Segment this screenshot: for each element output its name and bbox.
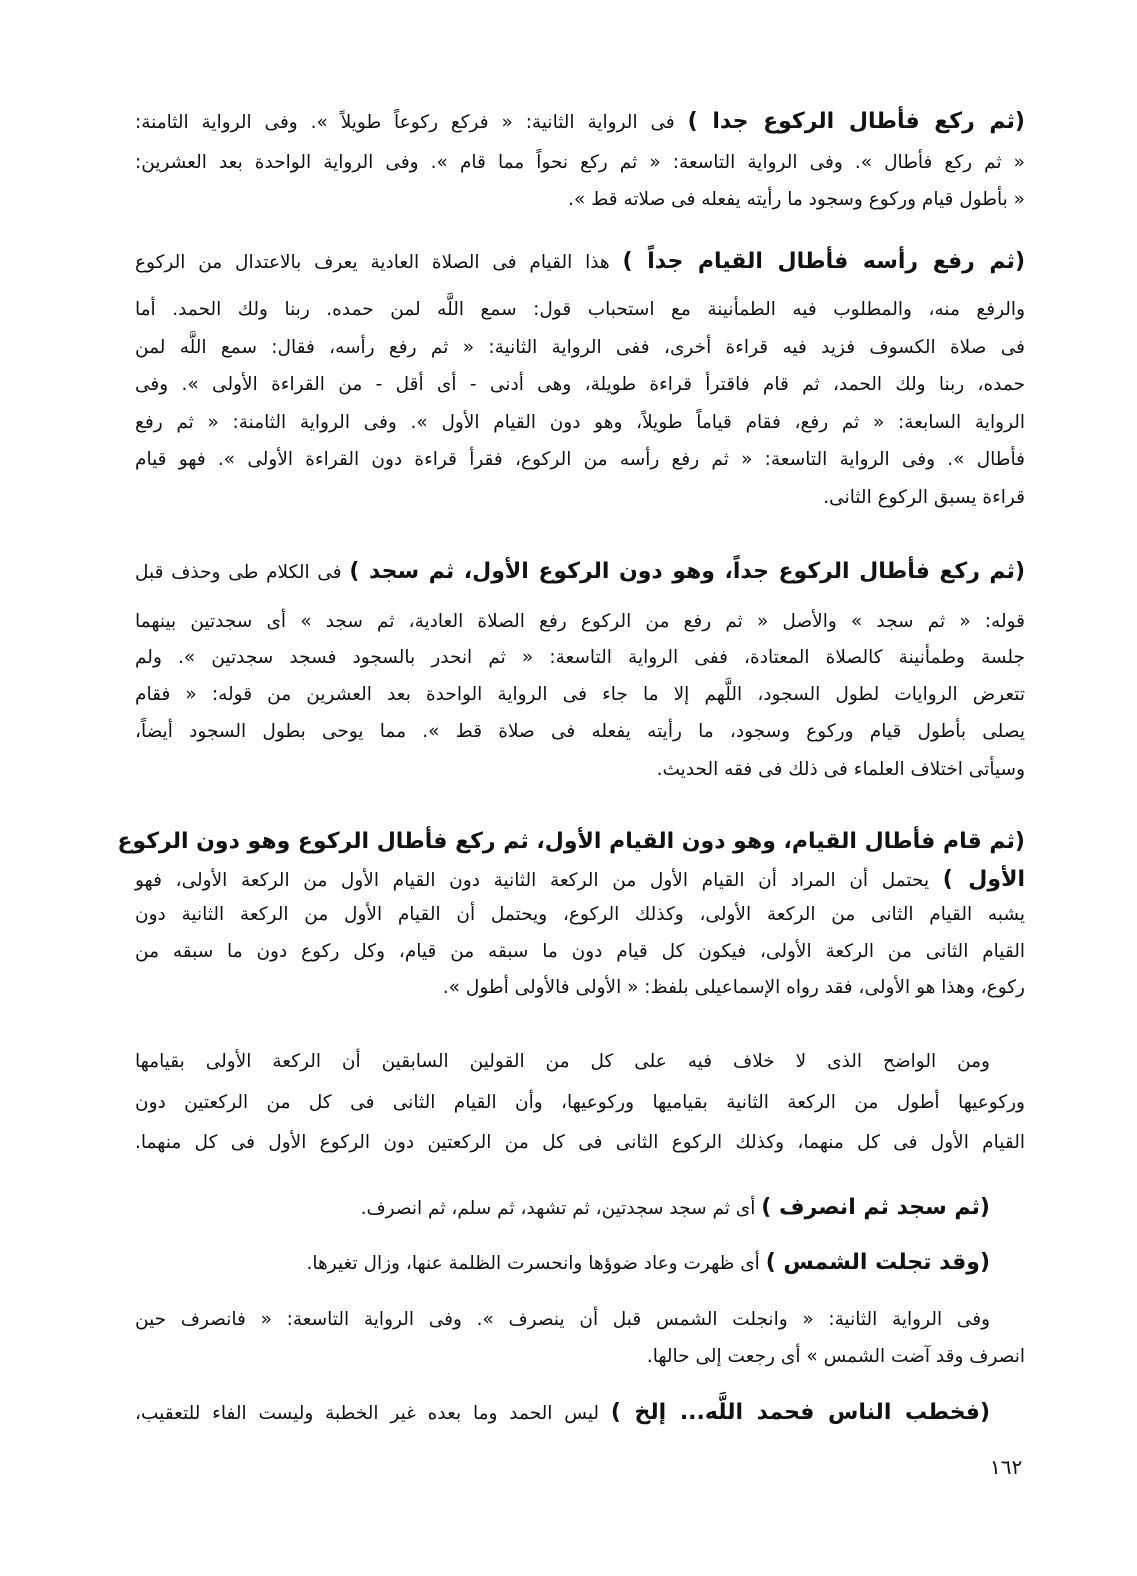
bold-quote: (فخطب الناس فحمد اللَّه... إلخ ) bbox=[610, 1400, 991, 1425]
body-text: فى الكلام طى وحذف قبل bbox=[135, 562, 350, 583]
body-text: قوله: « ثم سجد » والأصل « ثم رفع من الركوع رفع الصلاة العادية، ثم سجد » أى سجدتين بينهما bbox=[135, 611, 1025, 632]
body-text: هذا القيام فى الصلاة العادية يعرف بالاعتدال من الركوع bbox=[135, 252, 623, 273]
body-text: انصرف وقد آضت الشمس » أى رجعت إلى حالها. bbox=[646, 1346, 1025, 1367]
bold-quote: (ثم رفع رأسه فأطال القيام جداً ) bbox=[622, 249, 1025, 274]
body-text: يحتمل أن المراد أن القيام الأول من الركعة الثانية دون القيام الأول من الركعة الأولى، فهو bbox=[135, 870, 943, 891]
text-line bbox=[135, 680, 1025, 710]
body-text: القيام الأول فى كل منهما، وكذلك الركوع الثانى فى كل من الركعتين دون الركوع الأول فى كل منهما. bbox=[135, 1132, 1025, 1153]
body-text: ليس الحمد وما بعده غير الخطبة وليست الفاء للتعقيب، bbox=[135, 1403, 611, 1424]
body-text: والرفع منه، والمطلوب فيه الطمأنينة مع استحباب قول: سمع اللَّه لمن حمده. ربنا ولك الحمد. أما bbox=[135, 299, 1025, 320]
text-line bbox=[135, 1248, 990, 1278]
text-line bbox=[135, 717, 1025, 747]
body-text: أى ظهرت وعاد ضوؤها وانحسرت الظلمة عنها، وزال تغيرها. bbox=[306, 1253, 766, 1274]
body-text: وسيأتى اختلاف العلماء فى ذلك فى فقه الحديث. bbox=[656, 759, 1025, 780]
text-line bbox=[135, 333, 1025, 363]
body-text: ركوع، وهذا هو الأولى، فقد رواه الإسماعيلى بلفظ: « الأولى فالأولى أطول ». bbox=[442, 977, 1025, 998]
body-text: حمده، ربنا ولك الحمد، ثم قام فاقترأ قراءة طويلة، وهى أدنى - أى أقل - من القراءة الأولى ». وفى bbox=[135, 374, 1025, 395]
bold-quote: الأول ) bbox=[942, 867, 1025, 892]
text-line bbox=[135, 148, 1025, 178]
bold-quote: (ثم قام فأطال القيام، وهو دون القيام الأول، ثم ركع فأطال الركوع وهو دون الركوع bbox=[117, 829, 1025, 854]
body-text: يصلى بأطول قيام وركوع وسجود، ما رأيته يفعله فى صلاة قط ». مما يوحى بطول السجود أيضاً، bbox=[135, 721, 1025, 742]
body-text: فأطال ». وفى الرواية التاسعة: « ثم رفع رأسه من الركوع، فقرأ قراءة دون القراءة الأولى ». فهو قيام bbox=[135, 449, 1025, 470]
text-line bbox=[135, 1193, 990, 1223]
body-text: قراءة يسبق الركوع الثانى. bbox=[823, 487, 1025, 508]
text-line bbox=[135, 1128, 1025, 1158]
text-line bbox=[135, 755, 1025, 785]
text-line bbox=[135, 1305, 990, 1335]
text-line bbox=[135, 643, 1025, 673]
text-line bbox=[135, 865, 1025, 895]
bold-quote: (ثم ركع فأطال الركوع جداً، وهو دون الركوع الأول، ثم سجد ) bbox=[349, 559, 1025, 584]
body-text: « بأطول قيام وركوع وسجود ما رأيته يفعله فى صلاته قط ». bbox=[568, 189, 1025, 210]
bold-quote: (ثم ركع فأطال الركوع جدا ) bbox=[687, 109, 1025, 134]
body-text: وفى الرواية الثانية: « وانجلت الشمس قبل أن ينصرف ». وفى الرواية التاسعة: « فانصرف حين bbox=[135, 1309, 990, 1330]
body-text: يشبه القيام الثانى من الركعة الأولى، وكذلك الركوع، ويحتمل أن القيام الأول من الركعة الثانية دون bbox=[135, 904, 1025, 925]
text-line bbox=[135, 557, 1025, 587]
text-line bbox=[135, 107, 1025, 137]
body-text: فى الرواية الثانية: « فركع ركوعاً طويلاً ». وفى الرواية الثامنة: bbox=[135, 112, 688, 133]
body-text: فى صلاة الكسوف فزيد فيه قراءة أخرى، ففى الرواية الثانية: « ثم رفع رأسه، فقال: سمع اللَّه لمن bbox=[135, 337, 1025, 358]
text-line bbox=[135, 185, 1025, 215]
text-line bbox=[135, 900, 1025, 930]
page-number: ١٦٢ bbox=[990, 1455, 1023, 1479]
body-text: جلسة وطمأنينة كالصلاة المعتادة، ففى الرواية التاسعة: « ثم انحدر بالسجود فسجد سجدتين ». ولم bbox=[135, 647, 1025, 668]
body-text: وركوعيها أطول من الركعة الثانية بقياميها وركوعيها، وأن القيام الثانى فى كل من الركعتين دون bbox=[135, 1092, 1025, 1113]
text-line bbox=[117, 827, 1025, 857]
text-line bbox=[135, 445, 1025, 475]
text-line bbox=[135, 1342, 1025, 1372]
text-line bbox=[135, 1088, 1025, 1118]
body-text: ومن الواضح الذى لا خلاف فيه على كل من القولين السابقين أن الركعة الأولى بقيامها bbox=[135, 1051, 990, 1072]
text-line bbox=[135, 1398, 990, 1428]
body-text: أى ثم سجد سجدتين، ثم تشهد، ثم سلم، ثم انصرف. bbox=[360, 1198, 762, 1219]
bold-quote: (وقد تجلت الشمس ) bbox=[765, 1250, 990, 1275]
text-line bbox=[135, 607, 1025, 637]
text-line bbox=[135, 1047, 990, 1077]
body-text: تتعرض الروايات لطول السجود، اللَّهم إلا ما جاء فى الرواية الواحدة بعد العشرين من قوله: « فقام bbox=[135, 684, 1025, 705]
text-line bbox=[135, 937, 1025, 967]
text-line bbox=[135, 483, 1025, 513]
body-text: « ثم ركع فأطال ». وفى الرواية التاسعة: « ثم ركع نحواً مما قام ». وفى الرواية الواحدة بعد العشرين: bbox=[135, 152, 1025, 173]
text-line bbox=[135, 295, 1025, 325]
text-line bbox=[135, 247, 1025, 277]
body-text: القيام الثانى من الركعة الأولى، فيكون كل قيام دون ما سبقه من قيام، وكل ركوع دون ما سبقه من bbox=[135, 941, 1025, 962]
bold-quote: (ثم سجد ثم انصرف ) bbox=[761, 1195, 990, 1220]
text-line bbox=[135, 408, 1025, 438]
text-line bbox=[135, 973, 1025, 1003]
text-line bbox=[135, 370, 1025, 400]
body-text: الرواية السابعة: « ثم رفع، فقام قياماً طويلاً، وهو دون القيام الأول ». وفى الرواية الثامنة: « ثم رفع bbox=[135, 412, 1025, 433]
